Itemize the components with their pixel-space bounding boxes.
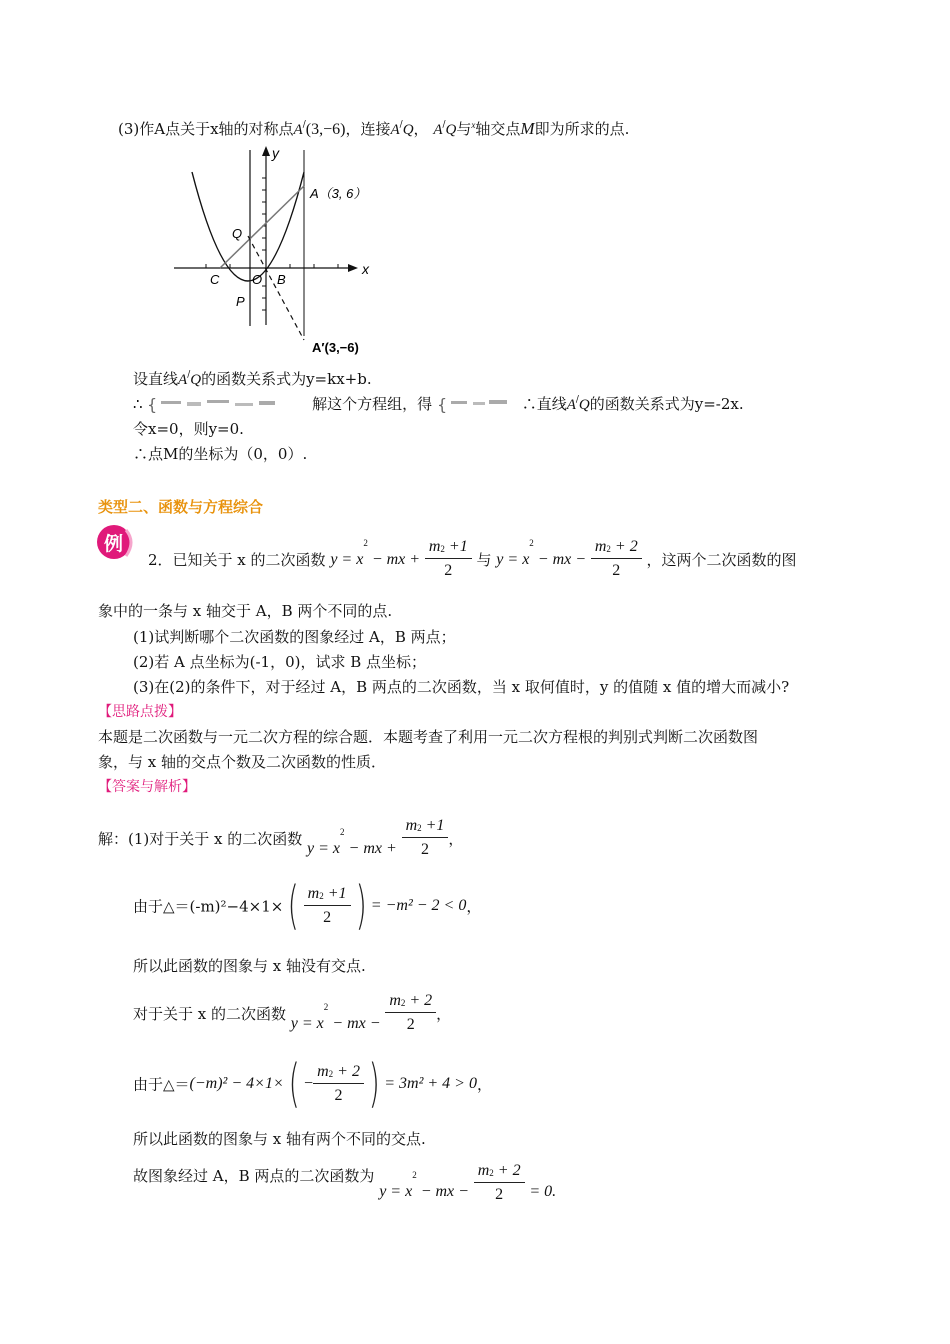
answer-line-6: 所以此函数的图象与 x 轴有两个不同的交点. [133,1130,426,1148]
parabola-curve [192,172,304,281]
equation-system-image [147,396,287,414]
hint-text-2: 象，与 x 轴的交点个数及二次函数的性质． [98,753,386,771]
point-a-label: A（3, 6） [310,186,367,201]
point-a-prime-label: A′(3,−6) [312,340,359,355]
section-title: 类型二、函数与方程综合 [98,498,264,516]
answer-line-1: 解：(1)对于关于 x 的二次函数 $y = x^2$ − mx + $\frac{m^2 +1}{2}$ ， [98,817,464,858]
answer-line-2: 由于△＝(-m)²−4×1×( $\frac{m^2 +1}{2}$ ) = −m² − 2 < 0， [133,876,482,936]
problem-intro: 2．已知关于 x 的二次函数 $y = x^2$ − mx + $\frac{m^2 +1}{2}$ 与 $y = x^2$ − mx − $\frac{m^2 + 2}{2}$ ，这两个二次函数的图 [148,536,796,583]
origin-label: O [252,272,263,287]
fraction-m2-plus-1: $\frac{m^2 +1}{2}$ [425,536,472,583]
example-badge: 例 [96,522,136,562]
point-q-label: Q [232,226,243,241]
fraction-m2-plus-2: $\frac{m^2 + 2}{2}$ [591,536,642,583]
x-axis-arrow-icon [348,264,358,272]
solution-system-image [437,396,517,414]
problem-line-2: 象中的一条与 x 轴交于 A，B 两个不同的点. [98,602,393,620]
answer-line-3: 所以此函数的图象与 x 轴没有交点. [133,957,366,975]
answer-line-4: 对于关于 x 的二次函数 $y = x^2$ − mx − $\frac{m^2 + 2}{2}$ ， [133,992,452,1033]
question-1: (1)试判断哪个二次函数的图象经过 A，B 两点； [133,628,456,646]
y-label: y [272,145,279,161]
svg-text:{: { [147,396,158,414]
solve-line-3: 令x=0，则y=0. [133,420,244,438]
answer-line-5: 由于△＝(−m)² − 4×1×( − $\frac{m^2 + 2}{2}$ ) = 3m² + 4 > 0， [133,1054,492,1114]
answer-line-7: 故图象经过 A，B 两点的二次函数为 $y = x^2$ − mx − $\frac{m^2 + 2}{2}$ = 0. [133,1162,557,1203]
solve-line-2: ∴ { 解这个方程组，得 { ∴直线A/Q的函数关系式为y=-2x. [133,395,744,414]
point-c-label: C [210,272,220,287]
svg-text:{: { [436,396,448,414]
answer-title: 【答案与解析】 [98,779,196,795]
question-3: (3)在(2)的条件下，对于经过 A，B 两点的二次函数，当 x 取何值时，y 的值随 x 值的增大而减小? [133,678,790,696]
part3-line: (3)作A点关于x轴的对称点A/(3,−6)，连接A/Q， A/Q与$^x$轴交点M即为所求的点. [118,119,630,138]
parabola-graph [170,140,380,365]
solve-line-4: ∴点M的坐标为（0，0）. [133,445,308,463]
solve-line-1: 设直线A/Q的函数关系式为y=kx+b. [133,370,372,388]
point-p-label: P [236,294,245,309]
y-axis-arrow-icon [262,146,270,156]
line-qa-prime [248,236,304,340]
question-2: (2)若 A 点坐标为(-1，0)，试求 B 点坐标； [133,653,427,671]
x-label: x [362,261,369,277]
point-b-label: B [277,272,286,287]
hint-text-1: 本题是二次函数与一元二次方程的综合题．本题考查了利用一元二次方程根的判别式判断二次函数图 [98,728,759,746]
hint-title: 【思路点拨】 [98,704,182,720]
